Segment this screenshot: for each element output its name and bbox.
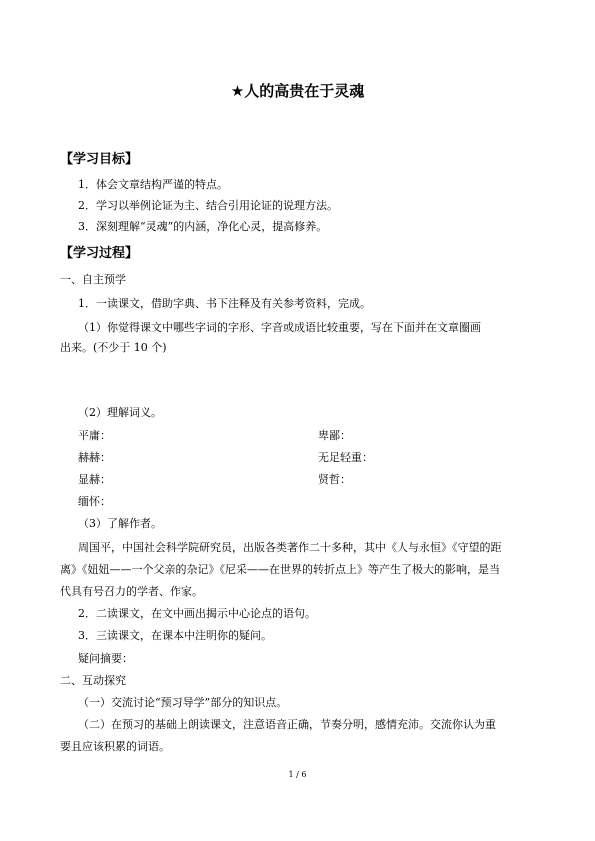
section-heading-goals: 【学习目标】 bbox=[60, 152, 139, 167]
vocab-term: 赫赫： bbox=[78, 451, 111, 464]
section-heading-process: 【学习过程】 bbox=[60, 246, 139, 261]
step1-text: 1．一读课文，借助字典、书下注释及有关参考资料，完成。 bbox=[78, 297, 371, 310]
part2-heading: 二、互动探究 bbox=[60, 674, 126, 687]
author-bio-line2: 离》《妞妞——一个父亲的杂记》《尼采——在世界的转折点上》等产生了极大的影响，是当 bbox=[60, 563, 500, 576]
author-bio-line3: 代具有号召力的学者、作家。 bbox=[60, 585, 203, 598]
step2-text: 2．二读课文，在文中画出揭示中心论点的语句。 bbox=[78, 607, 316, 620]
question1-line2: 出来。(不少于 10 个) bbox=[60, 341, 167, 354]
goal-item: 1．体会文章结构严谨的特点。 bbox=[78, 178, 228, 191]
vocab-term: 卑鄙： bbox=[318, 429, 351, 442]
goal-item: 3．深刻理解“灵魂”的内涵，净化心灵，提高修养。 bbox=[78, 220, 328, 233]
author-bio-line1: 周国平，中国社会科学院研究员，出版各类著作二十多种，其中《人与永恒》《守望的距 bbox=[78, 541, 502, 554]
vocab-term: 显赫： bbox=[78, 473, 111, 486]
page-title: ★人的高贵在于灵魂 bbox=[230, 82, 365, 100]
part2-item1: （一）交流讨论“预习导学”部分的知识点。 bbox=[78, 696, 288, 709]
vocab-term: 无足轻重： bbox=[318, 451, 373, 464]
goal-item: 2．学习以举例论证为主、结合引用论证的说理方法。 bbox=[78, 199, 338, 212]
vocab-term: 平庸： bbox=[78, 429, 111, 442]
step3-text: 3．三读课文，在课本中注明你的疑问。 bbox=[78, 629, 272, 642]
part2-item2-line2: 要且应该积累的词语。 bbox=[60, 740, 170, 753]
question3-text: （3）了解作者。 bbox=[78, 517, 162, 530]
doubt-summary-label: 疑问摘要： bbox=[78, 652, 133, 665]
question2-text: （2）理解词义。 bbox=[78, 406, 162, 419]
question1-line1: （1）你觉得课文中哪些字词的字形、字音或成语比较重要，写在下面并在文章圈画 bbox=[78, 321, 481, 334]
part1-heading: 一、自主预学 bbox=[60, 273, 126, 286]
part2-item2-line1: （二）在预习的基础上朗读课文，注意语音正确，节奏分明，感情充沛。交流你认为重 bbox=[78, 718, 496, 731]
vocab-term: 缅怀： bbox=[78, 495, 111, 508]
page-number: 1 / 6 bbox=[288, 770, 307, 779]
vocab-term: 贤哲： bbox=[318, 473, 351, 486]
